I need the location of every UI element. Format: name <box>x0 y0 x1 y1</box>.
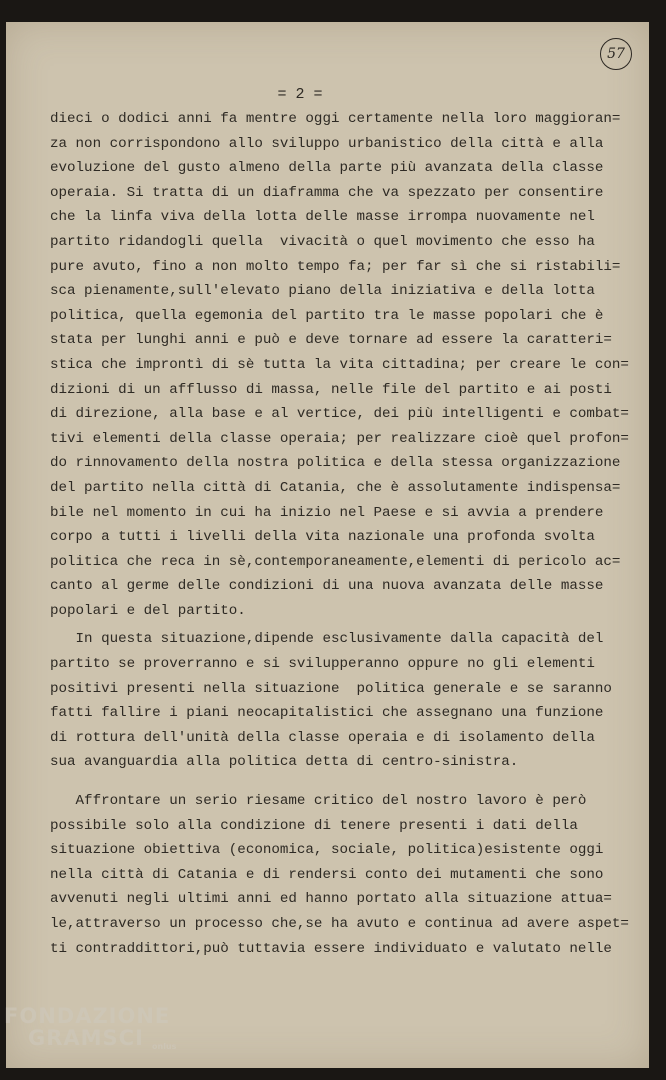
watermark-line-1: FONDAZIONE <box>4 1004 171 1028</box>
text-line: nella città di Catania e di rendersi conto dei mutamenti che sono <box>50 866 604 883</box>
text-line: positivi presenti nella situazione politica generale e se saranno <box>50 680 612 697</box>
text-line: le,attraverso un processo che,se ha avuto e continua ad avere aspet= <box>50 916 629 932</box>
text-line: che la linfa viva della lotta delle masse irrompa nuovamente nel <box>50 209 595 226</box>
text-line: partito ridandogli quella vivacità o quel movimento che esso ha <box>50 233 595 250</box>
text-line: In questa situazione,dipende esclusivamente dalla capacità del <box>50 631 604 648</box>
text-line: ti contraddittori,può tuttavia essere individuato e valutato nelle <box>50 940 612 957</box>
text-line: situazione obiettiva (economica, sociale, politica)esistente oggi <box>50 842 604 859</box>
paragraph-1 <box>50 107 629 623</box>
paragraph-2 <box>50 627 625 775</box>
text-line: dieci o dodici anni fa mentre oggi certamente nella loro maggioran= <box>50 111 621 127</box>
text-line: avvenuti negli ultimi anni ed hanno portato alla situazione attua= <box>50 891 612 908</box>
text-line: popolari e del partito. <box>50 602 246 619</box>
text-line: fatti fallire i piani neocapitalistici che assegnano una funzione <box>50 705 604 722</box>
text-line: tivi elementi della classe operaia; per realizzare cioè quel profon= <box>50 430 629 447</box>
text-line: operaia. Si tratta di un diaframma che va spezzato per consentire <box>50 184 604 201</box>
archive-watermark <box>4 1004 176 1051</box>
text-line: corpo a tutti i livelli della vita nazionale una profonda svolta <box>50 529 595 546</box>
text-line: sua avanguardia alla politica detta di centro-sinistra. <box>50 754 519 771</box>
text-line: za non corrispondono allo sviluppo urbanistico della città e alla <box>50 135 604 152</box>
text-line: evoluzione del gusto almeno della parte più avanzata della classe <box>50 160 604 177</box>
page-number: = 2 = <box>277 86 323 103</box>
text-line: possibile solo alla condizione di tenere presenti i dati della <box>50 817 578 834</box>
folio-number: 57 <box>600 38 632 70</box>
text-line: di rottura dell'unità della classe operaia e di isolamento della <box>50 729 595 746</box>
text-line: do rinnovamento della nostra politica e della stessa organizzazione <box>50 455 621 472</box>
text-line: di direzione, alla base e al vertice, dei più intelligenti e combat= <box>50 406 629 423</box>
text-line: pure avuto, fino a non molto tempo fa; per far sì che si ristabili= <box>50 258 621 275</box>
text-line: partito se proverranno e si svilupperanno oppure no gli elementi <box>50 656 595 673</box>
text-line: stica che improntì di sè tutta la vita cittadina; per creare le con= <box>50 356 629 373</box>
text-line: bile nel momento in cui ha inizio nel Paese e si avvia a prendere <box>50 504 604 521</box>
typewritten-text <box>50 107 629 961</box>
text-line: del partito nella città di Catania, che è assolutamente indispensa= <box>50 479 621 496</box>
text-line: Affrontare un serio riesame critico del nostro lavoro è però <box>50 793 587 810</box>
text-line: politica che reca in sè,contemporaneamente,elementi di pericolo ac= <box>50 553 621 570</box>
text-line: canto al germe delle condizioni di una nuova avanzata delle masse <box>50 578 604 595</box>
text-line: politica, quella egemonia del partito tra le masse popolari che è <box>50 307 604 324</box>
watermark-line-2: GRAMSCI <box>28 1026 144 1050</box>
watermark-sub: onlus <box>152 1042 177 1051</box>
text-line: sca pienamente,sull'elevato piano della iniziativa e della lotta <box>50 283 595 300</box>
paragraph-3 <box>50 789 629 961</box>
text-line: stata per lunghi anni e può e deve tornare ad essere la caratteri= <box>50 332 612 349</box>
text-line: dizioni di un afflusso di massa, nelle file del partito e ai posti <box>50 381 612 398</box>
